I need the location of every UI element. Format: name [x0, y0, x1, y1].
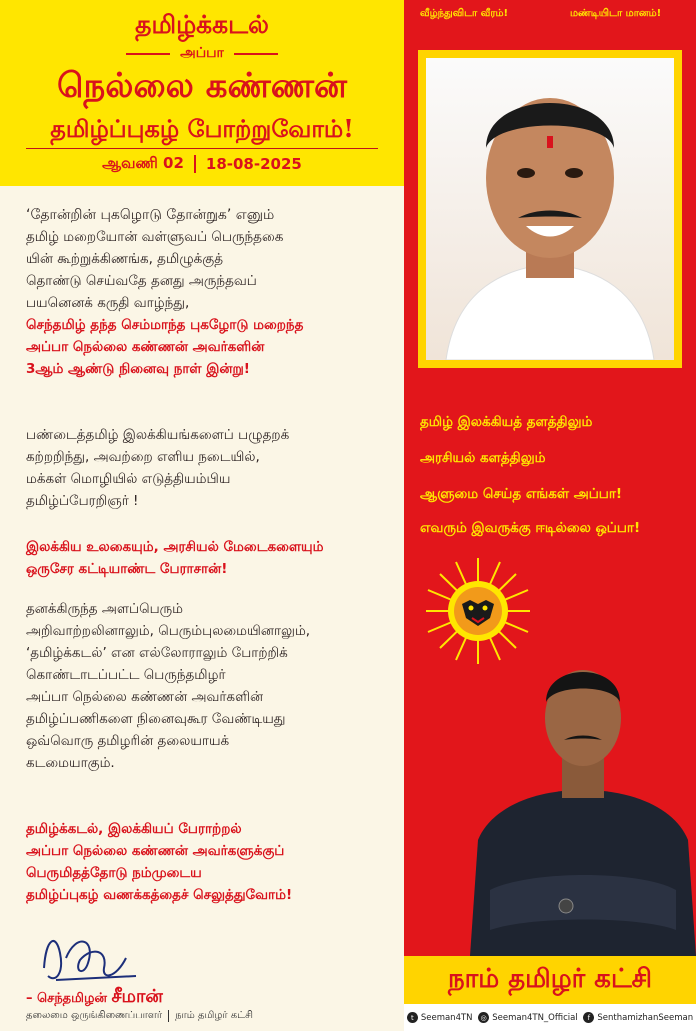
text-line: 3ஆம் ஆண்டு நினைவு நாள் இன்று!	[26, 361, 250, 377]
social-handle: SenthamizhanSeeman	[597, 1012, 694, 1023]
text-line: ‘தமிழ்க்கடல்’ என எல்லோராலும் போற்றிக்	[26, 645, 288, 661]
social-facebook[interactable]	[583, 1012, 693, 1023]
paragraph-3	[26, 536, 386, 580]
social-handle: Seeman4TN_Official	[492, 1012, 578, 1023]
text-line: பண்டைத்தமிழ் இலக்கியங்களைப் பழுதறக்	[26, 427, 290, 443]
gregorian-date: 18-08-2025	[205, 155, 302, 173]
signature-surname: சீமான்	[111, 986, 163, 1007]
divider-left	[126, 53, 170, 55]
social-instagram[interactable]	[478, 1012, 577, 1023]
paragraph-1	[26, 204, 386, 380]
role-separator	[168, 1010, 169, 1022]
text-line: கற்றறிந்து, அவற்றை எளிய நடையில்,	[26, 449, 260, 465]
facebook-icon: f	[583, 1012, 594, 1023]
text-line: தமிழ்ப்பணிகளை நினைவுகூர வேண்டியது	[26, 711, 286, 727]
text-line: தொண்டு செய்வதே தனது அருந்தவப்	[26, 273, 257, 289]
tribute-line: தமிழ் இலக்கியத் தளத்திலும்	[420, 414, 593, 430]
text-line: ஒருசேர கட்டியாண்ட பேராசான்!	[26, 561, 228, 577]
party-name-banner: நாம் தமிழர் கட்சி	[404, 956, 696, 1004]
divider-right	[234, 53, 278, 55]
paragraph-4	[26, 598, 386, 774]
social-twitter[interactable]	[407, 1012, 473, 1023]
header-subtitle: தமிழ்ப்புகழ் போற்றுவோம்!	[50, 114, 354, 143]
text-line: அப்பா நெல்லை கண்ணன் அவர்களின்	[26, 689, 264, 705]
text-line: இலக்கிய உலகையும், அரசியல் மேடைகளையும்	[26, 539, 324, 555]
text-line: பயனெனக் கருதி வாழ்ந்து,	[26, 295, 190, 311]
date-separator	[194, 155, 196, 173]
header-rule	[26, 148, 378, 149]
paragraph-2	[26, 424, 386, 512]
text-line: அறிவாற்றலினாலும், பெரும்புலமையினாலும்,	[26, 623, 311, 639]
portrait-illustration	[426, 58, 674, 360]
tribute-line: ஆளுமை செய்த எங்கள் அப்பா!	[420, 486, 623, 502]
signature-role	[26, 1010, 253, 1022]
text-line: கொண்டாடப்பட்ட பெருந்தமிழர்	[26, 667, 226, 683]
text-line: யின் கூற்றுக்கிணங்க, தமிழுக்குத்	[26, 251, 224, 267]
text-line: கடமையாகும்.	[26, 755, 115, 771]
tribute-line: எவரும் இவருக்கு ஈடில்லை ஒப்பா!	[420, 520, 641, 536]
paragraph-5	[26, 818, 386, 906]
instagram-icon: ◎	[478, 1012, 489, 1023]
appa-label: அப்பா	[180, 45, 224, 61]
appa-row	[0, 44, 404, 64]
text-line: தனக்கிருந்த அளப்பெரும்	[26, 601, 183, 617]
text-line: செந்தமிழ் தந்த செம்மாந்த புகழோடு மறைந்த	[26, 317, 304, 333]
twitter-icon: t	[407, 1012, 418, 1023]
text-line: பெருமிதத்தோடு நம்முடைய	[26, 865, 202, 881]
leader-photo	[470, 640, 696, 956]
text-line: மக்கள் மொழியில் எடுத்தியம்பிய	[26, 471, 231, 487]
text-line: ‘தோன்றின் புகழொடு தோன்றுக’ எனும்	[26, 207, 275, 223]
text-line: ஒவ்வொரு தமிழரின் தலையாயக்	[26, 733, 230, 749]
tribute-line: அரசியல் களத்திலும்	[420, 450, 546, 466]
role-title: தலைமை ஒருங்கிணைப்பாளர்	[26, 1010, 163, 1021]
slogan-right: மண்டியிடா மானம்!	[570, 8, 662, 19]
title-top: தமிழ்க்கடல்	[135, 10, 269, 39]
text-line: தமிழ் மறையோன் வள்ளுவப் பெருந்தகை	[26, 229, 284, 245]
portrait-photo	[426, 58, 674, 360]
signature-name	[26, 986, 163, 1009]
text-line: அப்பா நெல்லை கண்ணன் அவர்களின்	[26, 339, 265, 355]
honoree-name: நெல்லை கண்ணன்	[57, 66, 347, 106]
text-line: அப்பா நெல்லை கண்ணன் அவர்களுக்குப்	[26, 843, 285, 859]
slogan-left: வீழ்ந்துவிடா வீரம்!	[420, 8, 509, 19]
date-bar	[0, 154, 404, 174]
tamil-date: ஆவணி 02	[102, 154, 184, 172]
signature-prefix: – செந்தமிழன்	[26, 991, 108, 1006]
social-handles-bar	[404, 1004, 696, 1031]
text-line: தமிழ்ப்புகழ் வணக்கத்தைச் செலுத்துவோம்!	[26, 887, 293, 903]
signature-scribble	[26, 928, 146, 988]
text-line: தமிழ்க்கடல், இலக்கியப் பேராற்றல்	[26, 821, 242, 837]
text-line: தமிழ்ப்பேரறிஞர் !	[26, 493, 139, 509]
social-handle: Seeman4TN	[420, 1012, 473, 1023]
role-org: நாம் தமிழர் கட்சி	[175, 1010, 253, 1021]
